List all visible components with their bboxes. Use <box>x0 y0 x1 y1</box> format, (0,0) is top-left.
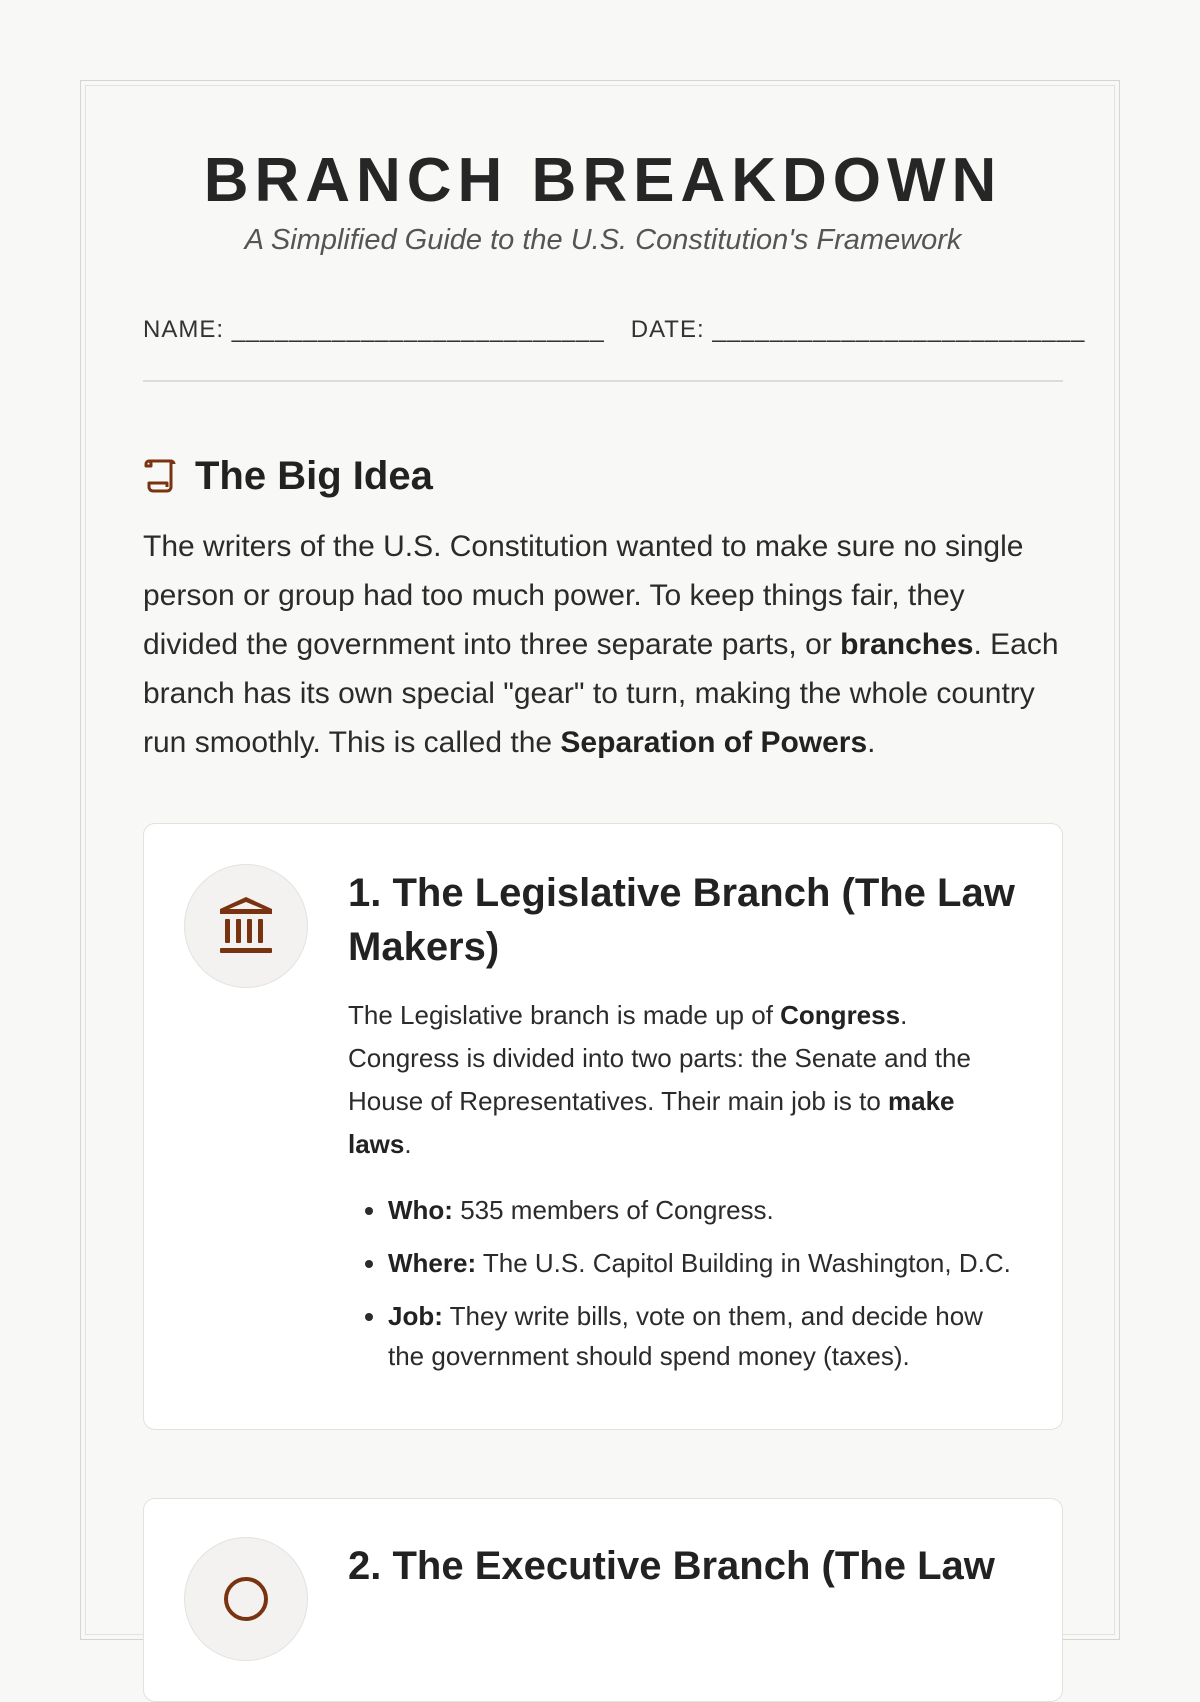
executive-branch-title: 2. The Executive Branch (The Law <box>348 1544 995 1588</box>
legislative-branch-body <box>348 864 1022 1389</box>
date-label: DATE: <box>630 316 705 343</box>
executive-icon <box>217 1570 275 1628</box>
legislative-branch-card <box>143 823 1063 1430</box>
big-idea-text-2: . Each branch has its own special "gear" to turn, making the whole country run smoothly. This is called the <box>143 628 1059 759</box>
date-blank: __________________________ <box>712 316 1086 343</box>
list-item <box>388 1190 1022 1230</box>
big-idea-paragraph <box>143 522 1063 767</box>
fact-text: 535 members of Congress. <box>452 1195 774 1225</box>
legislative-branch-title: 1. The Legislative Branch (The Law Makers) <box>348 871 1015 969</box>
legislative-desc-bold-1: Congress <box>780 1000 901 1030</box>
name-field <box>143 314 605 346</box>
capitol-building-icon <box>217 895 275 957</box>
legislative-desc-3: . <box>404 1129 412 1159</box>
executive-branch-body <box>348 1537 1022 1661</box>
big-idea-bold-2: Separation of Powers <box>560 726 868 759</box>
big-idea-heading <box>143 452 1063 500</box>
fact-label: Where: <box>388 1248 477 1278</box>
page-title: BRANCH BREAKDOWN <box>203 146 1003 215</box>
header-divider <box>143 380 1063 382</box>
big-idea-text-1: The writers of the U.S. Constitution wanted to make sure no single person or group had too much power. To keep things fair, they divided the government into three separate parts, or <box>143 530 1024 661</box>
legislative-desc-2: . Congress is divided into two parts: the Senate and the House of Representatives. Their main job is to <box>348 1000 971 1116</box>
date-field <box>631 314 1086 346</box>
fact-label: Who: <box>388 1195 453 1225</box>
list-item <box>388 1243 1022 1283</box>
legislative-branch-description <box>348 994 1022 1166</box>
worksheet-page <box>85 85 1115 1635</box>
big-idea-text-3: . <box>867 726 876 759</box>
executive-branch-card <box>143 1498 1063 1702</box>
name-blank: __________________________ <box>231 316 605 343</box>
big-idea-bold-1: branches <box>840 628 974 661</box>
scroll-icon <box>143 457 181 495</box>
list-item <box>388 1296 1022 1376</box>
legislative-desc-bold-2: make laws <box>348 1086 955 1159</box>
worksheet-border <box>80 80 1120 1640</box>
fact-text: They write bills, vote on them, and decide how the government should spend money (taxes). <box>388 1301 983 1371</box>
big-idea-title: The Big Idea <box>195 454 433 498</box>
fact-label: Job: <box>388 1301 443 1331</box>
fact-text: The U.S. Capitol Building in Washington, D.C. <box>476 1248 1011 1278</box>
legislative-desc-1: The Legislative branch is made up of <box>348 1000 781 1030</box>
legislative-icon-circle <box>184 864 308 988</box>
worksheet-content <box>143 86 1086 1702</box>
legislative-facts-list <box>348 1190 1022 1376</box>
name-date-row <box>143 314 1086 346</box>
name-label: NAME: <box>143 316 225 343</box>
page-subtitle: A Simplified Guide to the U.S. Constitution's Framework <box>244 224 962 256</box>
executive-icon-circle <box>184 1537 308 1661</box>
